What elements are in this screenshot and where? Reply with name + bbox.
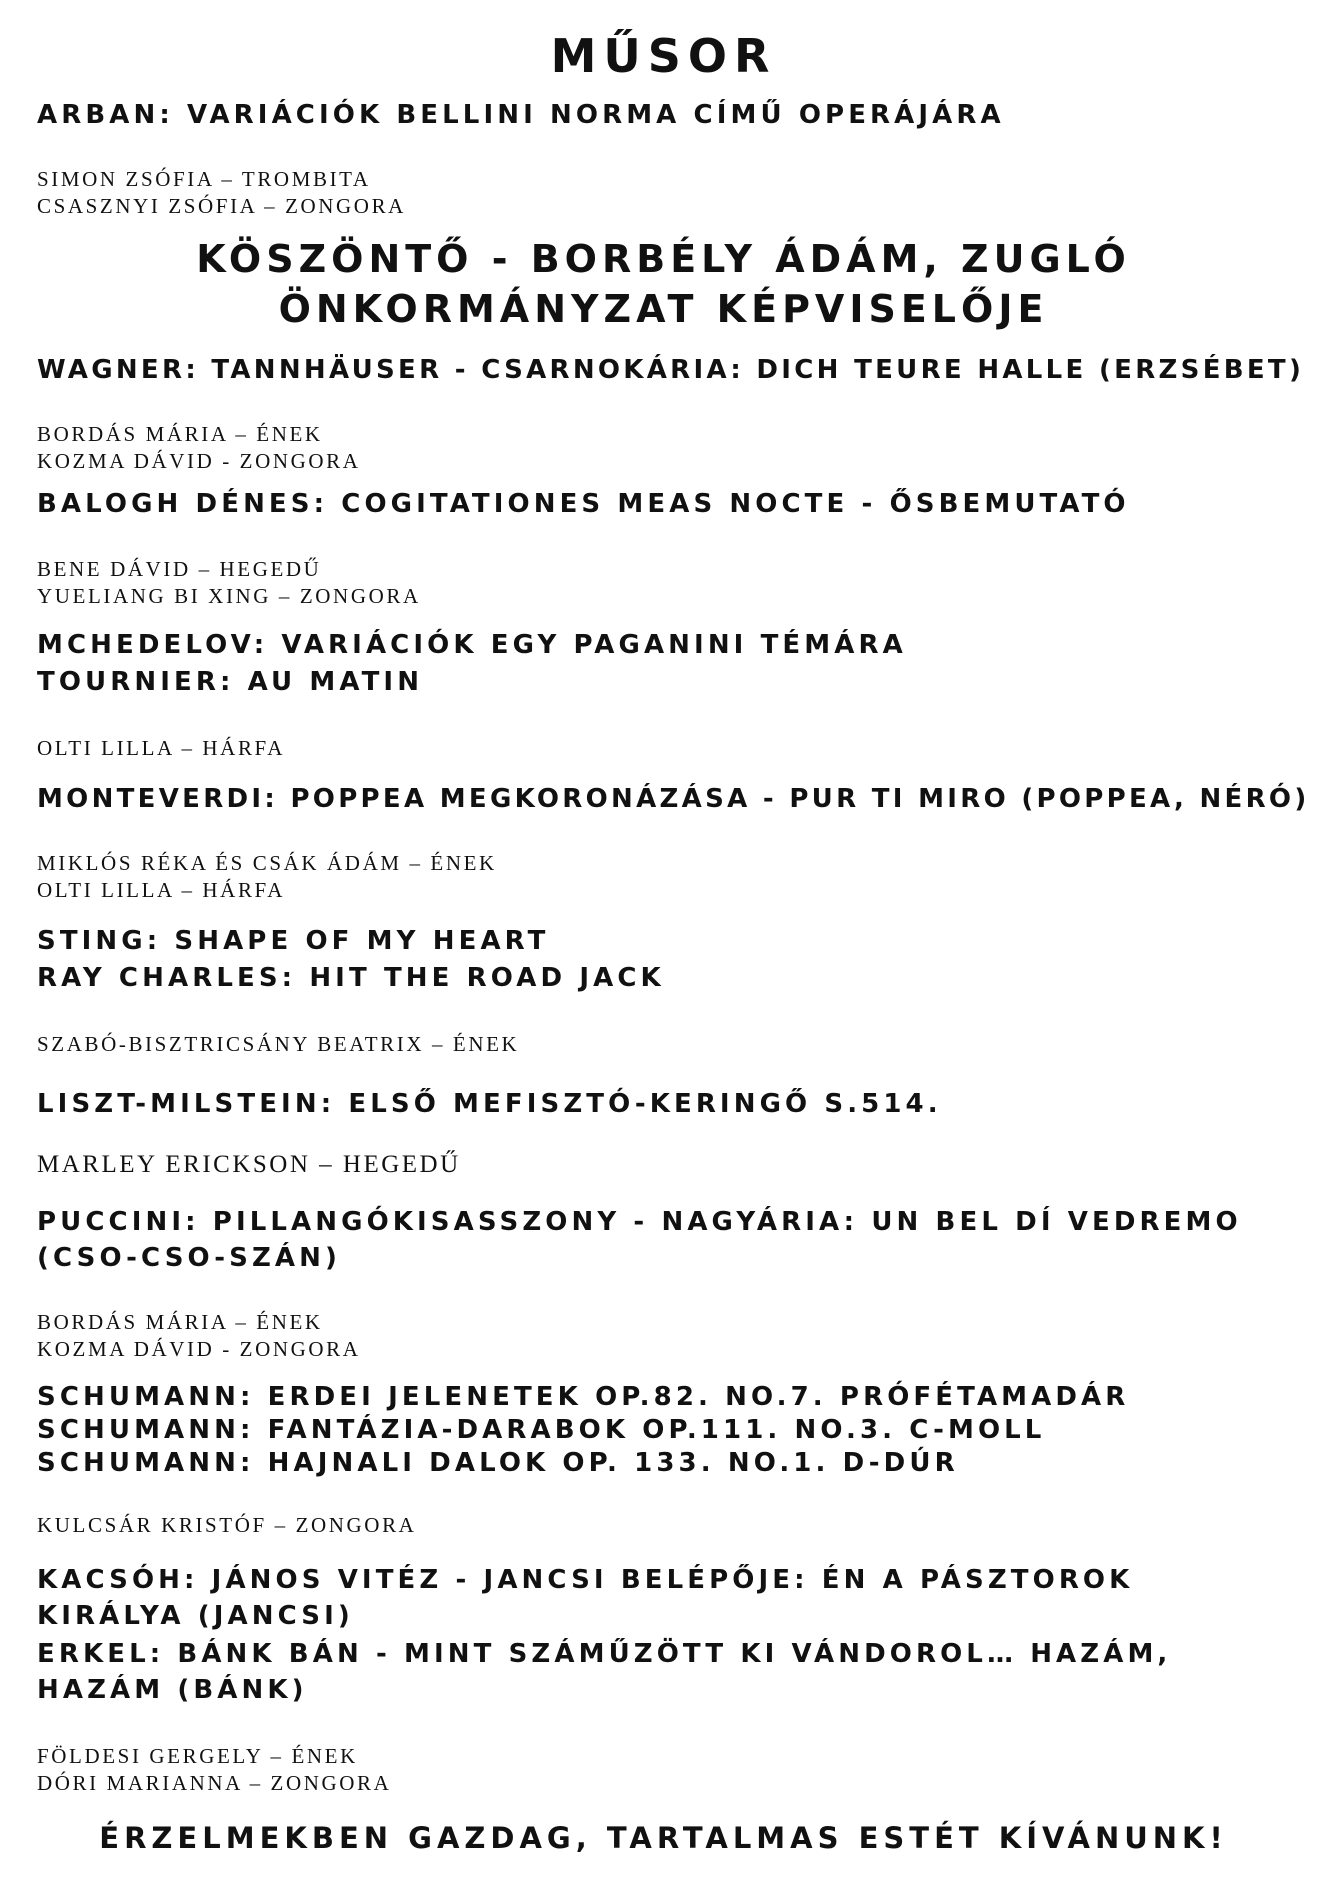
performer-line: OLTI LILLA – HÁRFA [37, 878, 286, 902]
piece-title: STING: SHAPE OF MY HEART [37, 926, 550, 956]
piece-title: TOURNIER: AU MATIN [37, 667, 424, 697]
performer-line: KOZMA DÁVID - ZONGORA [37, 1337, 361, 1361]
greeting-line: ÖNKORMÁNYZAT KÉPVISELŐJE [278, 287, 1049, 331]
performer-line: SIMON ZSÓFIA – TROMBITA [37, 167, 371, 191]
page-title: MŰSOR [550, 29, 777, 83]
greeting-heading [0, 234, 1327, 334]
piece-title: WAGNER: TANNHÄUSER - CSARNOKÁRIA: DICH TEURE HALLE (ERZSÉBET) [37, 355, 1305, 385]
piece-title: SCHUMANN: HAJNALI DALOK OP. 133. NO.1. D-DÚR [37, 1448, 959, 1478]
piece-title: RAY CHARLES: HIT THE ROAD JACK [37, 963, 665, 993]
performer-line: FÖLDESI GERGELY – ÉNEK [37, 1744, 358, 1768]
piece-title: LISZT-MILSTEIN: ELSŐ MEFISZTÓ-KERINGŐ S.514. [37, 1089, 942, 1119]
piece-title: BALOGH DÉNES: COGITATIONES MEAS NOCTE - ŐSBEMUTATÓ [37, 489, 1130, 519]
performer-line: KULCSÁR KRISTÓF – ZONGORA [37, 1513, 417, 1537]
performer-line: BENE DÁVID – HEGEDŰ [37, 557, 322, 581]
piece-title: KACSÓH: JÁNOS VITÉZ - JANCSI BELÉPŐJE: ÉN A PÁSZTOROK KIRÁLYA (JANCSI) [37, 1565, 1134, 1631]
performer-line: CSASZNYI ZSÓFIA – ZONGORA [37, 194, 406, 218]
performer-line: YUELIANG BI XING – ZONGORA [37, 584, 421, 608]
performer-line: BORDÁS MÁRIA – ÉNEK [37, 1310, 323, 1334]
piece-title: MCHEDELOV: VARIÁCIÓK EGY PAGANINI TÉMÁRA [37, 630, 907, 660]
piece-title: ARBAN: VARIÁCIÓK BELLINI NORMA CÍMŰ OPERÁJÁRA [37, 100, 1005, 130]
performer-line: SZABÓ-BISZTRICSÁNY BEATRIX – ÉNEK [37, 1032, 520, 1056]
piece-title: MONTEVERDI: POPPEA MEGKORONÁZÁSA - PUR TI MIRO (POPPEA, NÉRÓ) [37, 784, 1310, 814]
performer-line: MIKLÓS RÉKA ÉS CSÁK ÁDÁM – ÉNEK [37, 851, 497, 875]
performer-line: KOZMA DÁVID - ZONGORA [37, 449, 361, 473]
performer-line: MARLEY ERICKSON – HEGEDŰ [37, 1151, 461, 1178]
piece-title: SCHUMANN: ERDEI JELENETEK OP.82. NO.7. PRÓFÉTAMADÁR [37, 1382, 1130, 1412]
performer-line: DÓRI MARIANNA – ZONGORA [37, 1771, 392, 1795]
piece-title: ERKEL: BÁNK BÁN - MINT SZÁMŰZÖTT KI VÁNDOROL… HAZÁM, HAZÁM (BÁNK) [37, 1639, 1172, 1705]
closing-message: ÉRZELMEKBEN GAZDAG, TARTALMAS ESTÉT KÍVÁNUNK! [99, 1821, 1228, 1855]
performer-line: BORDÁS MÁRIA – ÉNEK [37, 422, 323, 446]
piece-title: PUCCINI: PILLANGÓKISASSZONY - NAGYÁRIA: UN BEL DÍ VEDREMO (CSO-CSO-SZÁN) [37, 1207, 1242, 1273]
piece-title: SCHUMANN: FANTÁZIA-DARABOK OP.111. NO.3. C-MOLL [37, 1415, 1046, 1445]
greeting-line: KÖSZÖNTŐ - BORBÉLY ÁDÁM, ZUGLÓ [196, 237, 1131, 281]
performer-line: OLTI LILLA – HÁRFA [37, 736, 286, 760]
